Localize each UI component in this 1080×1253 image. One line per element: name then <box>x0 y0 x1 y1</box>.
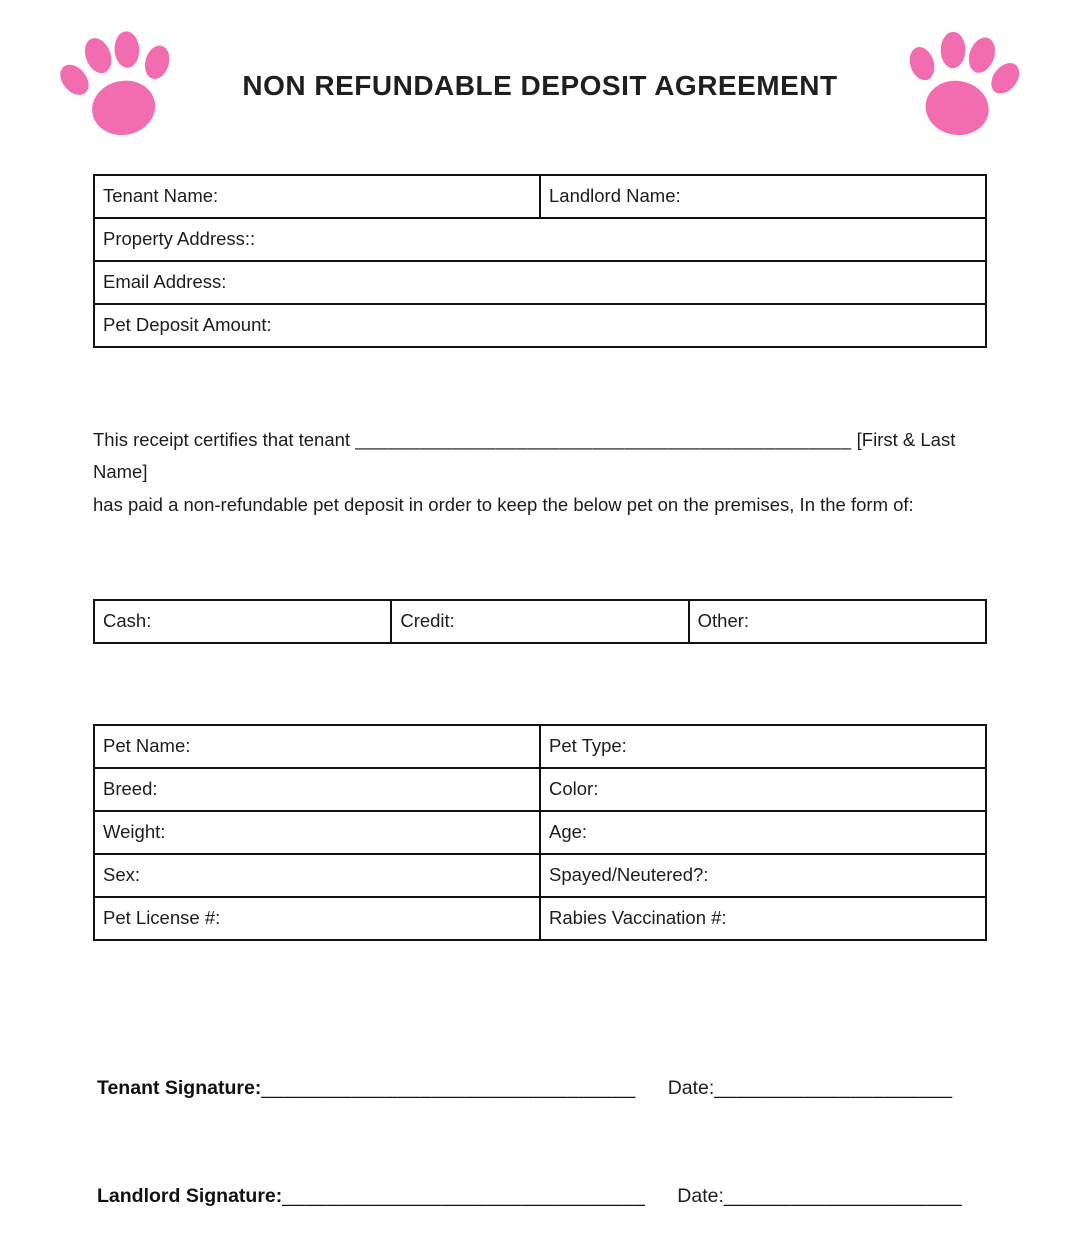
payment-method-table <box>93 599 987 644</box>
info-table <box>93 174 987 348</box>
receipt-paragraph <box>93 424 987 521</box>
landlord-signature-row <box>97 1185 987 1208</box>
paw-print-left-icon <box>48 20 190 151</box>
weight-cell: Weight: <box>94 811 540 854</box>
email-address-cell: Email Address: <box>94 261 986 304</box>
tenant-signature-row <box>97 1077 987 1100</box>
pet-info-table <box>93 724 987 941</box>
receipt-line2: has paid a non-refundable pet deposit in order to keep the below pet on the premises, In the form of: <box>93 493 914 515</box>
document-header <box>0 0 1080 140</box>
tenant-date-line: _____________________ <box>714 1077 953 1100</box>
table-row <box>94 811 986 854</box>
table-row <box>94 854 986 897</box>
spayed-neutered-cell: Spayed/Neutered?: <box>540 854 986 897</box>
rabies-vaccination-cell: Rabies Vaccination #: <box>540 897 986 940</box>
paw-print-right-icon <box>892 22 1031 150</box>
landlord-signature-label: Landlord Signature: <box>97 1185 283 1208</box>
property-address-cell: Property Address:: <box>94 218 986 261</box>
tenant-signature-label: Tenant Signature: <box>97 1077 262 1100</box>
table-row <box>94 218 986 261</box>
tenant-name-blank-line: ______________________________________________ <box>355 429 852 450</box>
pet-license-cell: Pet License #: <box>94 897 540 940</box>
landlord-name-cell: Landlord Name: <box>540 175 986 218</box>
table-row <box>94 261 986 304</box>
pet-name-cell: Pet Name: <box>94 725 540 768</box>
landlord-date-label: Date: <box>677 1185 724 1208</box>
landlord-date-group <box>677 1185 962 1208</box>
table-row <box>94 725 986 768</box>
table-row <box>94 897 986 940</box>
page-title: NON REFUNDABLE DEPOSIT AGREEMENT <box>242 70 838 101</box>
table-row <box>94 304 986 347</box>
table-row <box>94 600 986 643</box>
color-cell: Color: <box>540 768 986 811</box>
pet-deposit-cell: Pet Deposit Amount: <box>94 304 986 347</box>
other-cell: Other: <box>689 600 986 643</box>
pet-type-cell: Pet Type: <box>540 725 986 768</box>
landlord-date-line: _____________________ <box>723 1185 963 1208</box>
table-row <box>94 768 986 811</box>
tenant-date-group <box>668 1077 953 1100</box>
credit-cell: Credit: <box>391 600 688 643</box>
tenant-name-cell: Tenant Name: <box>94 175 540 218</box>
cash-cell: Cash: <box>94 600 391 643</box>
receipt-line1-prefix: This receipt certifies that tenant <box>93 429 351 450</box>
sex-cell: Sex: <box>94 854 540 897</box>
age-cell: Age: <box>540 811 986 854</box>
tenant-signature-line: _________________________________ <box>261 1077 636 1100</box>
landlord-signature-line: ________________________________ <box>282 1185 646 1208</box>
tenant-date-label: Date: <box>667 1077 715 1100</box>
breed-cell: Breed: <box>94 768 540 811</box>
receipt-line1-suffix: [First & Last Name] <box>93 429 956 483</box>
table-row <box>94 175 986 218</box>
